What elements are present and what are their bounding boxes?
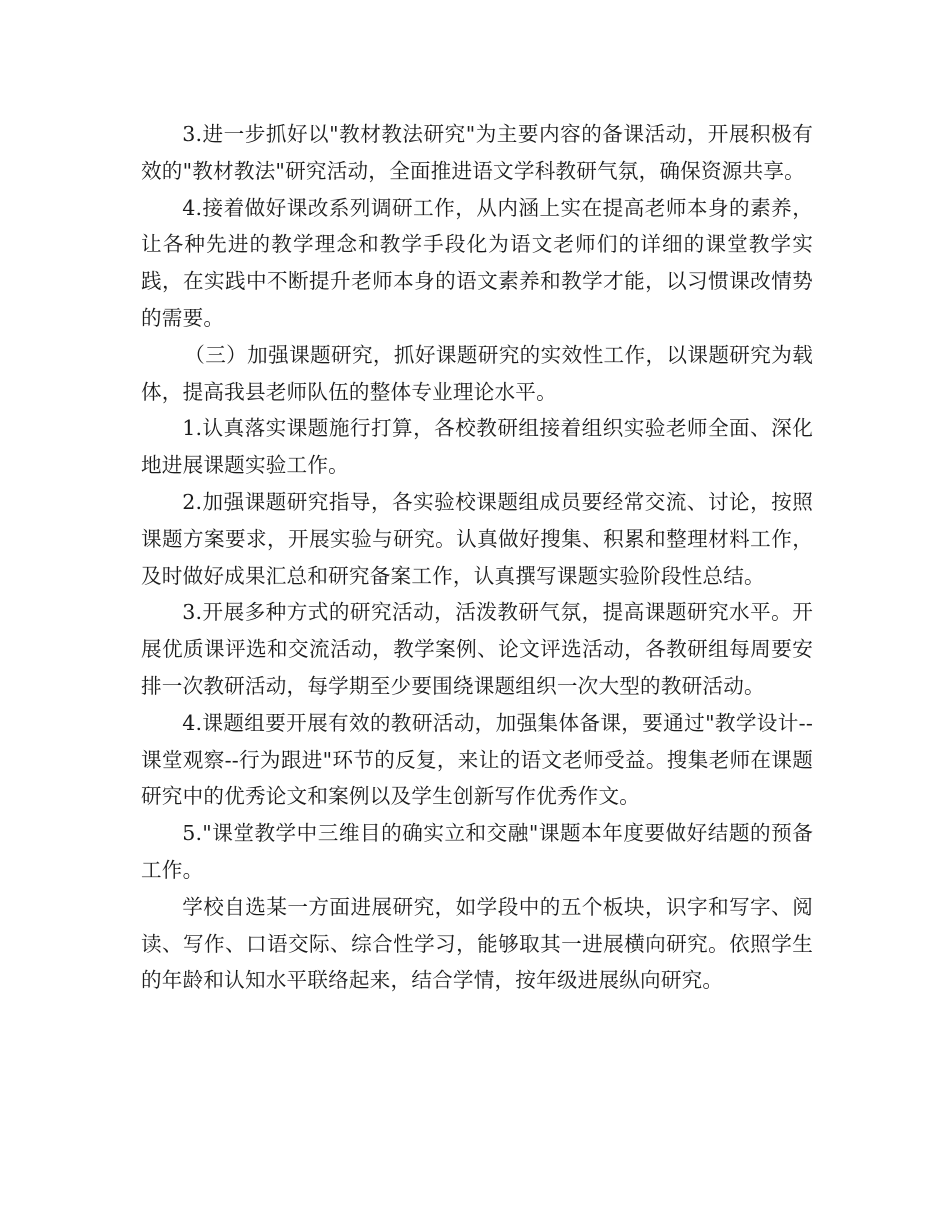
paragraph-item-4-curriculum-reform: 4.接着做好课改系列调研工作，从内涵上实在提高老师本身的素养，让各种先进的教学理念和教学手段化为语文老师们的详细的课堂教学实践，在实践中不断提升老师本身的语文素养和教学才能，以习惯课改情势的需要。 <box>141 195 813 330</box>
paragraph-item-5-closing-preparation: 5."课堂教学中三维目的确实立和交融"课题本年度要做好结题的预备工作。 <box>141 821 813 882</box>
paragraph-item-2-research-guidance: 2.加强课题研究指导，各实验校课题组成员要经常交流、讨论，按照课题方案要求，开展实验与研究。认真做好搜集、积累和整理材料工作，及时做好成果汇总和研究备案工作，认真撰写课题实验阶段性总结。 <box>141 489 813 588</box>
paragraph-item-3-materials-research: 3.进一步抓好以"教材教法研究"为主要内容的备课活动，开展积极有效的"教材教法"研究活动，全面推进语文学科教研气氛，确保资源共享。 <box>141 122 813 183</box>
section-heading-topic-research: （三）加强课题研究，抓好课题研究的实效性工作，以课题研究为载体，提高我县老师队伍的整体专业理论水平。 <box>141 342 813 404</box>
paragraph-item-3-research-activities: 3.开展多种方式的研究活动，活泼教研气氛，提高课题研究水平。开展优质课评选和交流活动，教学案例、论文评选活动，各教研组每周要安排一次教研活动，每学期至少要围绕课题组织一次大型的教研活动。 <box>141 600 813 698</box>
paragraph-item-1-implement-plan: 1.认真落实课题施行打算，各校教研组接着组织实验老师全面、深化地进展课题实验工作。 <box>141 416 813 478</box>
paragraph-school-self-selected-research: 学校自选某一方面进展研究，如学段中的五个板块，识字和写字、阅读、写作、口语交际、综合性学习，能够取其一进展横向研究。依照学生的年龄和认知水平联络起来，结合学情，按年级进展纵向研究。 <box>141 894 813 993</box>
paragraph-item-4-teaching-activities: 4.课题组要开展有效的教研活动，加强集体备课，要通过"教学设计--课堂观察--行为跟进"环节的反复，来让的语文老师受益。搜集老师在课题研究中的优秀论文和案例以及学生创新写作优秀作文。 <box>141 710 813 809</box>
document-page <box>141 116 813 999</box>
